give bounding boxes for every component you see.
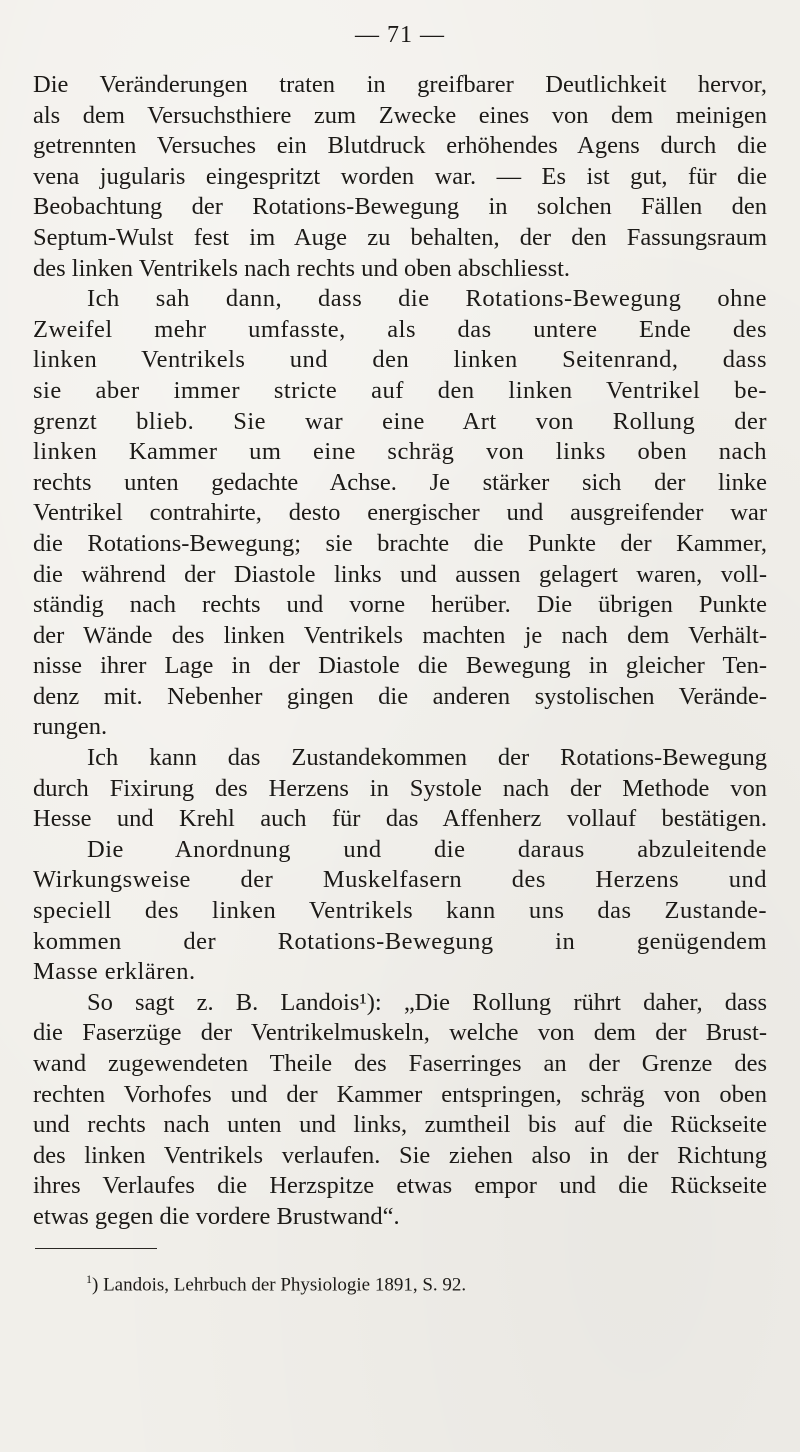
text-line: vena jugularis eingespritzt worden war. — Es ist gut, für die: [33, 162, 767, 190]
text-line: des linken Ventrikels nach rechts und oben abschliesst.: [33, 254, 571, 282]
body-text: [33, 70, 767, 1233]
text-line: die Rotations-Bewegung; sie brachte die Punkte der Kammer,: [33, 529, 767, 557]
text-line: grenzt blieb. Sie war eine Art von Rollung der: [33, 407, 767, 435]
footnote-text: ) Landois, Lehrbuch der Physiologie 1891, S. 92.: [92, 1274, 467, 1296]
text-line: wand zugewendeten Theile des Faserringes an der Grenze des: [33, 1050, 767, 1077]
text-line: rechts unten gedachte Achse. Je stärker sich der linke: [33, 468, 767, 496]
text-line: Hesse und Krehl auch für das Affenherz vollauf bestätigen.: [33, 805, 767, 833]
text-line: des linken Ventrikels verlaufen. Sie ziehen also in der Richtung: [33, 1141, 767, 1169]
text-line: Ich sah dann, dass die Rotations-Bewegung ohne: [87, 285, 767, 313]
text-line: und rechts nach unten und links, zumtheil bis auf die Rückseite: [33, 1111, 767, 1139]
text-line: linken Ventrikels und den linken Seitenrand, dass: [33, 346, 767, 374]
footnote: [86, 1266, 706, 1298]
text-line: speciell des linken Ventrikels kann uns das Zustande-: [33, 897, 767, 925]
text-line: rungen.: [33, 713, 108, 741]
text-line: rechten Vorhofes und der Kammer entspringen, schräg von oben: [33, 1080, 767, 1108]
text-line: Masse erklären.: [33, 958, 196, 986]
text-line: die Faserzüge der Ventrikelmuskeln, welche von dem der Brust-: [33, 1019, 767, 1047]
text-line: Ich kann das Zustandekommen der Rotations-Bewegung: [87, 744, 767, 772]
text-line: nisse ihrer Lage in der Diastole die Bewegung in gleicher Ten-: [33, 652, 767, 680]
text-line: getrennten Versuches ein Blutdruck erhöhendes Agens durch die: [33, 132, 767, 160]
text-line: denz mit. Nebenher gingen die anderen systolischen Verände-: [33, 682, 767, 710]
text-line: Wirkungsweise der Muskelfasern des Herzens und: [33, 866, 767, 894]
text-line: durch Fixirung des Herzens in Systole nach der Methode von: [33, 774, 767, 802]
footnote-marker: 1: [86, 1272, 92, 1286]
text-line: So sagt z. B. Landois¹): „Die Rollung rührt daher, dass: [87, 988, 767, 1016]
text-line: der Wände des linken Ventrikels machten je nach dem Verhält-: [33, 621, 767, 649]
text-line: Ventrikel contrahirte, desto energischer und ausgreifender war: [33, 499, 767, 527]
text-line: linken Kammer um eine schräg von links oben nach: [33, 438, 767, 466]
text-line: kommen der Rotations-Bewegung in genügendem: [33, 927, 767, 955]
text-line: als dem Versuchsthiere zum Zwecke eines von dem meinigen: [33, 101, 767, 129]
text-line: Zweifel mehr umfasste, als das untere Ende des: [33, 315, 767, 343]
text-line: Beobachtung der Rotations-Bewegung in solchen Fällen den: [33, 193, 767, 221]
text-line: ständig nach rechts und vorne herüber. Die übrigen Punkte: [33, 591, 767, 619]
text-line: Die Anordnung und die daraus abzuleitende: [87, 835, 767, 863]
footnote-rule: [35, 1248, 157, 1249]
text-line: ihres Verlaufes die Herzspitze etwas empor und die Rückseite: [33, 1172, 767, 1200]
text-line: Die Veränderungen traten in greifbarer Deutlichkeit hervor,: [33, 71, 767, 98]
text-line: die während der Diastole links und aussen gelagert waren, voll-: [33, 560, 767, 588]
text-line: sie aber immer stricte auf den linken Ventrikel be-: [33, 376, 767, 404]
text-line: Septum-Wulst fest im Auge zu behalten, der den Fassungsraum: [33, 223, 767, 251]
text-line: etwas gegen die vordere Brustwand“.: [33, 1202, 400, 1230]
page-number: — 71 —: [355, 22, 445, 48]
